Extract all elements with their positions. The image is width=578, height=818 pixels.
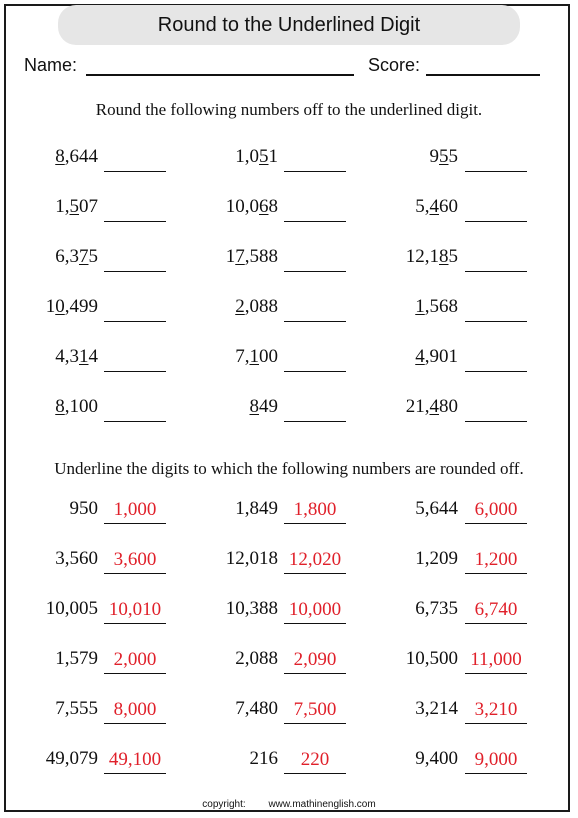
- answer-blank[interactable]: 1,200: [465, 548, 527, 574]
- number-text: 7,480: [235, 698, 278, 719]
- number-text: 5,644: [415, 498, 458, 519]
- number-text: 5,460: [415, 196, 458, 217]
- underlined-digit: 4: [429, 396, 439, 417]
- underlined-digit: 8: [249, 396, 259, 417]
- number-text: 8,644: [55, 146, 98, 167]
- underlined-digit: 4: [415, 346, 425, 367]
- underlined-digit: 4: [429, 196, 439, 217]
- number-text: 12,185: [405, 246, 458, 267]
- answer-blank[interactable]: 2,000: [104, 648, 166, 674]
- number-text: 8,100: [55, 396, 98, 417]
- number-text: 10,500: [405, 648, 458, 669]
- problem-number: [0, 548, 458, 574]
- number-text: 10,499: [45, 296, 98, 317]
- underlined-digit: 8: [55, 146, 65, 167]
- number-text: 10,005: [45, 598, 98, 619]
- problem-number: [0, 346, 458, 372]
- answer-blank[interactable]: 1,000: [104, 498, 166, 524]
- answer-blank[interactable]: 7,500: [284, 698, 346, 724]
- student-info-row: [24, 55, 554, 79]
- number-text: 12,018: [225, 548, 278, 569]
- answer-blank[interactable]: 12,020: [284, 548, 346, 574]
- number-text: 950: [69, 498, 98, 519]
- number-text: 1,507: [55, 196, 98, 217]
- answer-blank[interactable]: [465, 246, 527, 272]
- underlined-digit: 1: [249, 346, 259, 367]
- score-field[interactable]: [426, 74, 540, 76]
- answer-blank[interactable]: 9,000: [465, 748, 527, 774]
- number-text: 955: [429, 146, 458, 167]
- number-text: 2,088: [235, 648, 278, 669]
- underlined-digit: 5: [69, 196, 79, 217]
- answer-blank[interactable]: [465, 146, 527, 172]
- number-text: 2,088: [235, 296, 278, 317]
- footer: [0, 799, 578, 810]
- number-text: 3,560: [55, 548, 98, 569]
- number-text: 1,849: [235, 498, 278, 519]
- answer-blank[interactable]: 3,600: [104, 548, 166, 574]
- answer-blank[interactable]: 6,740: [465, 598, 527, 624]
- problem-number: [0, 146, 458, 172]
- underlined-digit: 6: [259, 196, 269, 217]
- answer-blank[interactable]: 1,800: [284, 498, 346, 524]
- number-text: 1,209: [415, 548, 458, 569]
- problem-number: [0, 698, 458, 724]
- answer-blank[interactable]: 49,100: [104, 748, 166, 774]
- number-text: 216: [249, 748, 278, 769]
- problem-number: [0, 498, 458, 524]
- number-text: 4,314: [55, 346, 98, 367]
- underlined-digit: 7: [235, 246, 245, 267]
- number-text: 21,480: [405, 396, 458, 417]
- problem-number: [0, 196, 458, 222]
- website-link[interactable]: www.mathinenglish.com: [268, 799, 376, 810]
- name-field[interactable]: [86, 74, 354, 76]
- number-text: 1,579: [55, 648, 98, 669]
- answer-blank[interactable]: [465, 396, 527, 422]
- underlined-digit: 8: [55, 396, 65, 417]
- section2-instruction: Underline the digits to which the following numbers are rounded off.: [54, 459, 524, 478]
- problem-number: [0, 598, 458, 624]
- answer-blank[interactable]: 3,210: [465, 698, 527, 724]
- answer-blank[interactable]: 10,010: [104, 598, 166, 624]
- number-text: 10,388: [225, 598, 278, 619]
- number-text: 9,400: [415, 748, 458, 769]
- underlined-digit: 1: [79, 346, 89, 367]
- number-text: 3,214: [415, 698, 458, 719]
- number-text: 17,588: [225, 246, 278, 267]
- number-text: 10,068: [225, 196, 278, 217]
- number-text: 7,555: [55, 698, 98, 719]
- answer-blank[interactable]: 220: [284, 748, 346, 774]
- underlined-digit: 5: [259, 146, 269, 167]
- section1-instruction: Round the following numbers off to the underlined digit.: [95, 100, 483, 119]
- name-label: Name:: [24, 55, 78, 75]
- number-text: 6,375: [55, 246, 98, 267]
- underlined-digit: 8: [439, 246, 449, 267]
- copyright-label: copyright:: [202, 799, 246, 810]
- underlined-digit: 5: [439, 146, 449, 167]
- number-text: 849: [249, 396, 278, 417]
- page-title: Round to the Underlined Digit: [58, 5, 520, 45]
- problem-number: [0, 296, 458, 322]
- problem-number: [0, 648, 458, 674]
- problem-number: [0, 396, 458, 422]
- number-text: 4,901: [415, 346, 458, 367]
- underlined-digit: 0: [55, 296, 65, 317]
- problem-number: [0, 748, 458, 774]
- answer-blank[interactable]: 8,000: [104, 698, 166, 724]
- number-text: 1,051: [235, 146, 278, 167]
- number-text: 49,079: [45, 748, 98, 769]
- number-text: 6,735: [415, 598, 458, 619]
- answer-blank[interactable]: [465, 296, 527, 322]
- answer-blank[interactable]: [465, 346, 527, 372]
- number-text: 1,568: [415, 296, 458, 317]
- score-label: Score:: [368, 55, 421, 75]
- underlined-digit: 1: [415, 296, 425, 317]
- problem-number: [0, 246, 458, 272]
- answer-blank[interactable]: 6,000: [465, 498, 527, 524]
- answer-blank[interactable]: 2,090: [284, 648, 346, 674]
- number-text: 7,100: [235, 346, 278, 367]
- answer-blank[interactable]: 11,000: [465, 648, 527, 674]
- answer-blank[interactable]: [465, 196, 527, 222]
- underlined-digit: 7: [79, 246, 89, 267]
- underlined-digit: 2: [235, 296, 245, 317]
- answer-blank[interactable]: 10,000: [284, 598, 346, 624]
